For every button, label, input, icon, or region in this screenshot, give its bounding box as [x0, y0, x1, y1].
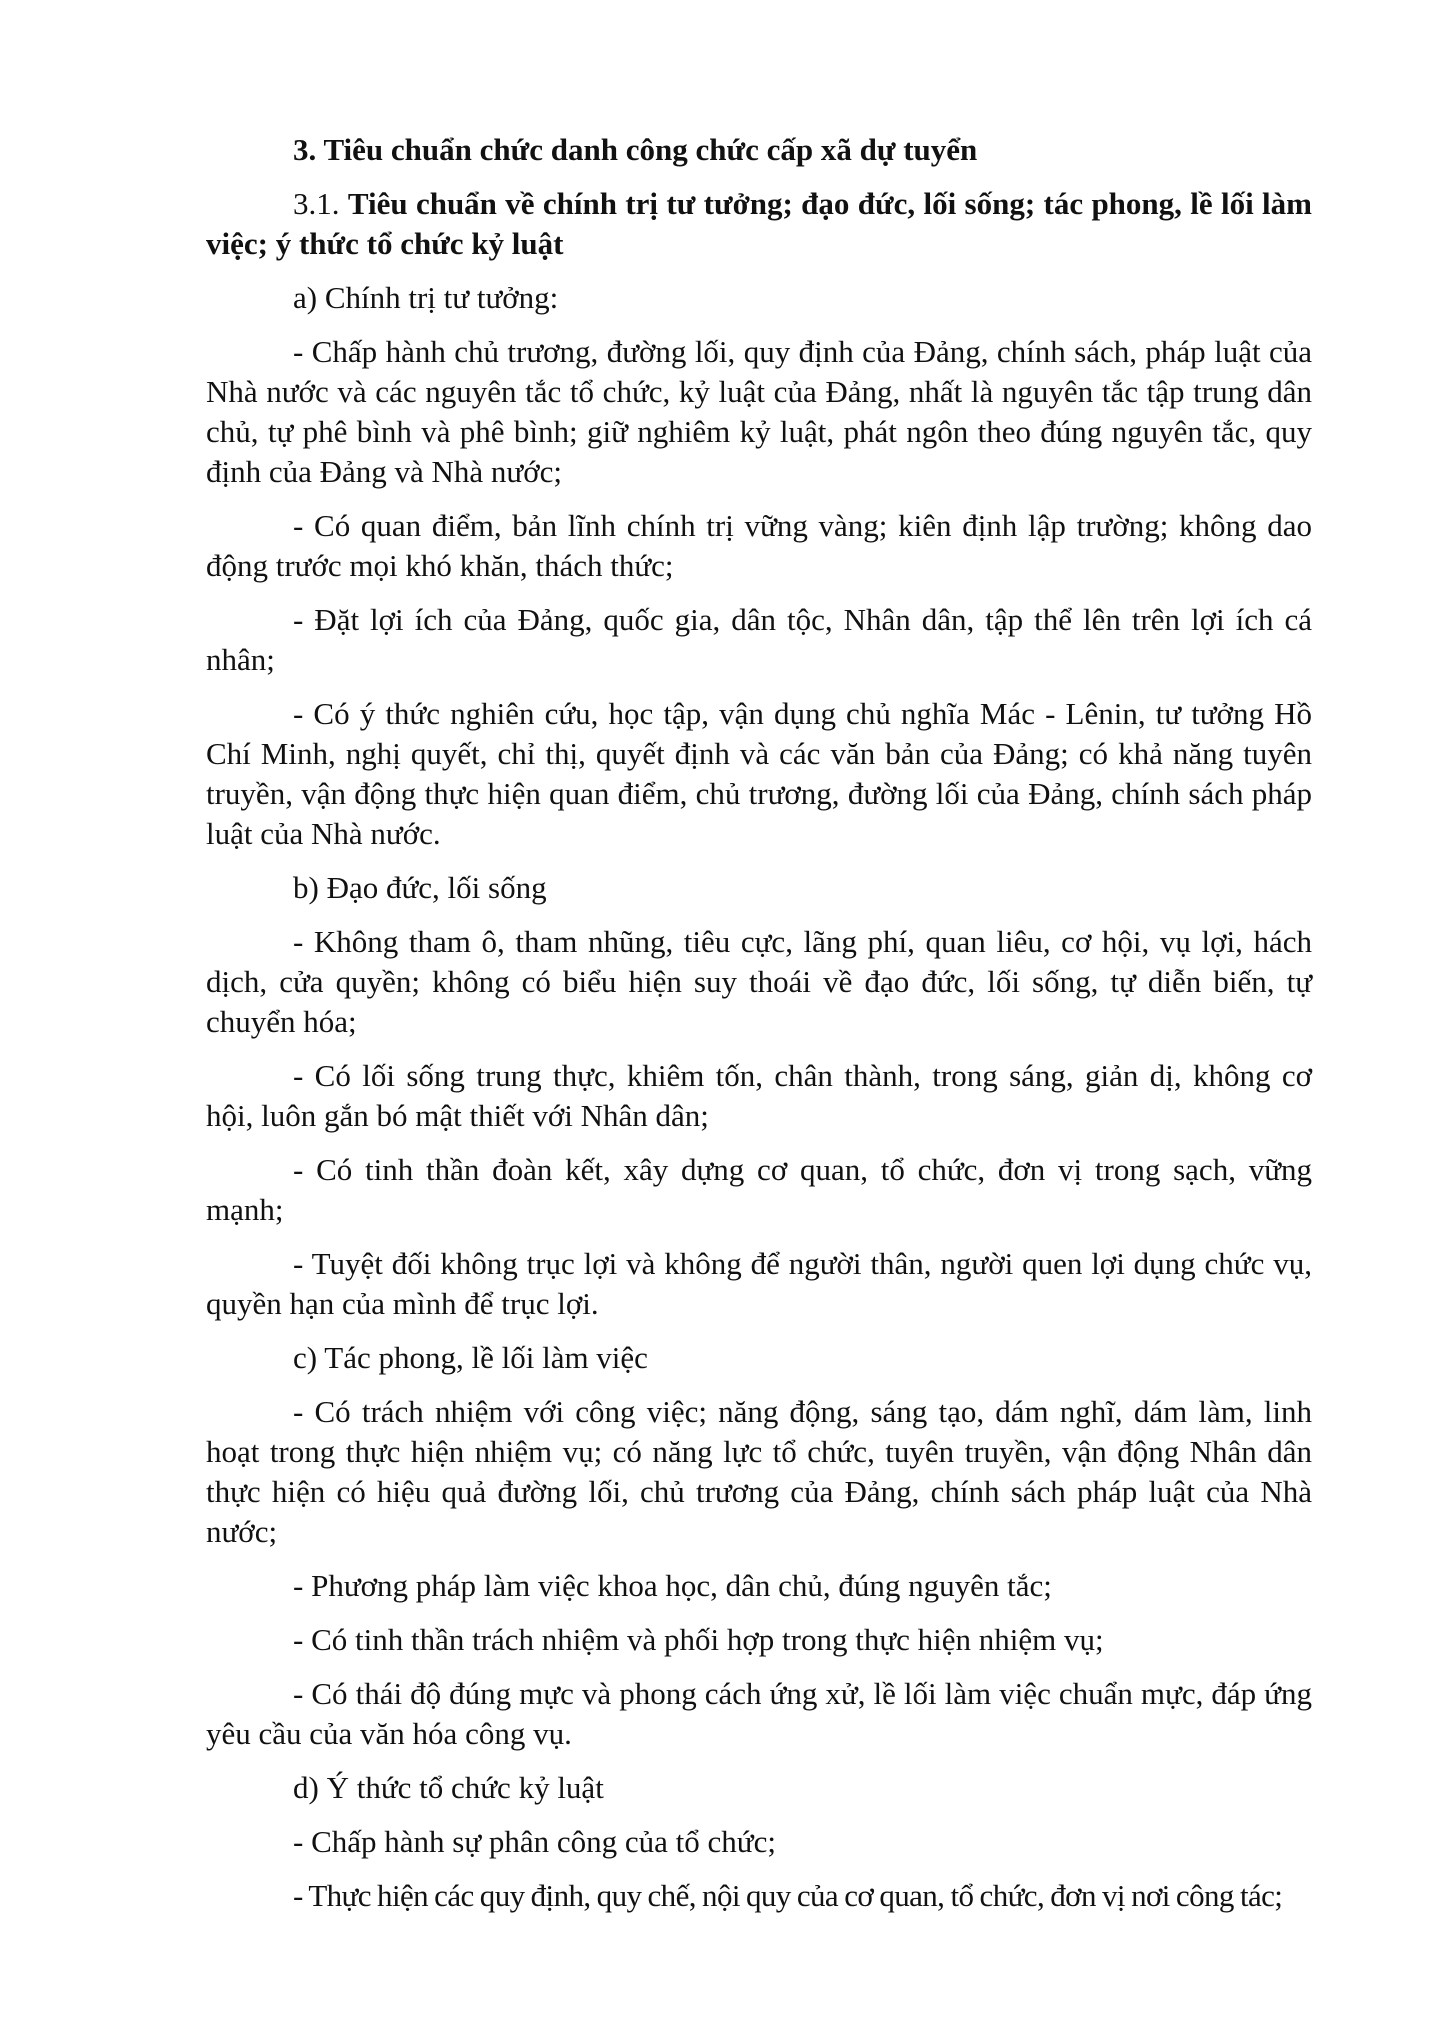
item-b-paragraph: - Có lối sống trung thực, khiêm tốn, chân thành, trong sáng, giản dị, không cơ hội, luôn gắn bó mật thiết với Nhân dân;	[206, 1058, 1312, 1133]
subsection-heading	[206, 184, 1312, 264]
item-c-paragraph: - Có tinh thần trách nhiệm và phối hợp trong thực hiện nhiệm vụ;	[293, 1622, 1104, 1657]
item-a-paragraph: - Đặt lợi ích của Đảng, quốc gia, dân tộc, Nhân dân, tập thể lên trên lợi ích cá nhân;	[206, 602, 1312, 677]
item-a-paragraph: - Có quan điểm, bản lĩnh chính trị vững vàng; kiên định lập trường; không dao động trước mọi khó khăn, thách thức;	[206, 508, 1312, 583]
item-c-label: c) Tác phong, lề lối làm việc	[293, 1340, 648, 1375]
item-d-paragraph: - Chấp hành sự phân công của tổ chức;	[293, 1824, 776, 1859]
item-c-paragraph: - Có thái độ đúng mực và phong cách ứng xử, lề lối làm việc chuẩn mực, đáp ứng yêu cầu của văn hóa công vụ.	[206, 1676, 1312, 1751]
item-a-label: a) Chính trị tư tưởng:	[293, 280, 559, 315]
subsection-title: Tiêu chuẩn về chính trị tư tưởng; đạo đức, lối sống; tác phong, lề lối làm việc; ý thức tổ chức kỷ luật	[206, 186, 1312, 261]
item-b-label: b) Đạo đức, lối sống	[293, 870, 547, 905]
item-c-paragraph: - Có trách nhiệm với công việc; năng động, sáng tạo, dám nghĩ, dám làm, linh hoạt trong thực hiện nhiệm vụ; có năng lực tổ chức, tuyên truyền, vận động Nhân dân thực hiện có hiệu quả đường lối, chủ trương của Đảng, chính sách pháp luật của Nhà nước;	[206, 1394, 1312, 1549]
item-c-paragraph: - Phương pháp làm việc khoa học, dân chủ, đúng nguyên tắc;	[293, 1568, 1052, 1603]
item-b-paragraph: - Có tinh thần đoàn kết, xây dựng cơ quan, tổ chức, đơn vị trong sạch, vững mạnh;	[206, 1152, 1312, 1227]
item-b-paragraph: - Tuyệt đối không trục lợi và không để người thân, người quen lợi dụng chức vụ, quyền hạn của mình để trục lợi.	[206, 1246, 1312, 1321]
section-heading: 3. Tiêu chuẩn chức danh công chức cấp xã dự tuyển	[293, 132, 978, 167]
document-page	[206, 130, 1312, 1930]
item-b-paragraph: - Không tham ô, tham nhũng, tiêu cực, lãng phí, quan liêu, cơ hội, vụ lợi, hách dịch, cửa quyền; không có biểu hiện suy thoái về đạo đức, lối sống, tự diễn biến, tự chuyển hóa;	[206, 924, 1312, 1039]
item-a-paragraph: - Có ý thức nghiên cứu, học tập, vận dụng chủ nghĩa Mác - Lênin, tư tưởng Hồ Chí Minh, nghị quyết, chỉ thị, quyết định và các văn bản của Đảng; có khả năng tuyên truyền, vận động thực hiện quan điểm, chủ trương, đường lối của Đảng, chính sách pháp luật của Nhà nước.	[206, 696, 1312, 851]
item-d-paragraph: - Thực hiện các quy định, quy chế, nội quy của cơ quan, tổ chức, đơn vị nơi công tác;	[293, 1878, 1283, 1913]
subsection-number: 3.1.	[293, 186, 340, 221]
item-a-paragraph: - Chấp hành chủ trương, đường lối, quy định của Đảng, chính sách, pháp luật của Nhà nước và các nguyên tắc tổ chức, kỷ luật của Đảng, nhất là nguyên tắc tập trung dân chủ, tự phê bình và phê bình; giữ nghiêm kỷ luật, phát ngôn theo đúng nguyên tắc, quy định của Đảng và Nhà nước;	[206, 334, 1312, 489]
item-d-label: d) Ý thức tổ chức kỷ luật	[293, 1770, 604, 1805]
